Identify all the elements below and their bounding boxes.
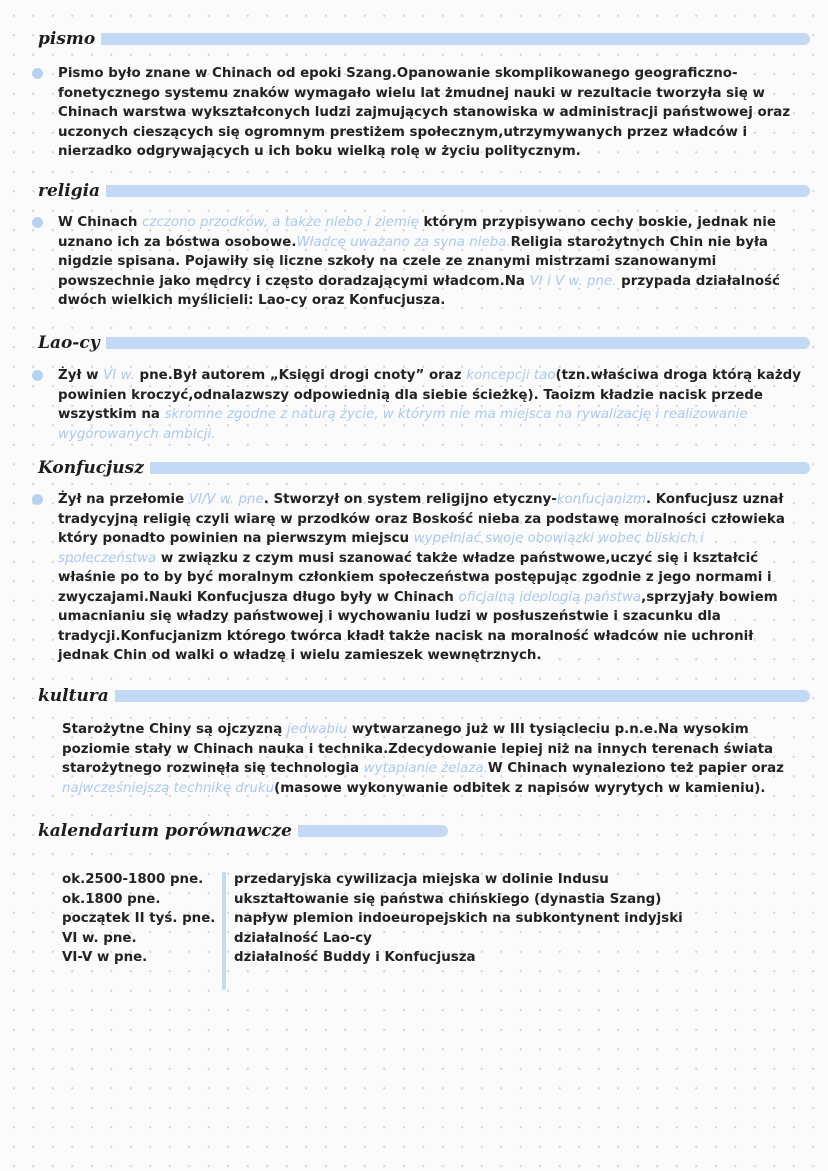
timeline-event: przedaryjska cywilizacja miejska w dolinie Indusu: [234, 872, 609, 887]
text-segment: . Konfucjusz uznał tradycyjną religię czyli wiarę w przodków oraz Boskość nieba za podstawę moralności człowieka który ponadto powinien na pierwszym miejscu: [58, 492, 785, 546]
text-segment: Starożytne Chiny są ojczyzną: [62, 722, 287, 737]
paragraph-pismo: [58, 64, 804, 162]
paragraph-text: Pismo było znane w Chinach od epoki Szang.Opanowanie skomplikowanego geograficzno-fonetycznego systemu znaków wymagało wielu lat żmudnej nauki w rezultacie tworzyła się w Chinach warstwa wykształconych ludzi zajmujących stanowiska w administracji państwowej oraz uczonych cieszących się ogromnym prestiżem społecznym,utrzymywanych przez władców i nierzadko odgrywających u ich boku wielką rolę w życiu politycznym.: [58, 66, 791, 159]
text-segment: Żył w: [58, 368, 104, 383]
highlighted-text: najwcześniejszą technikę druku: [62, 780, 275, 796]
highlighted-text: wypełniać swoje obowiązki wobec bliskich i społeczeństwa: [58, 531, 704, 566]
text-segment: przypada działalność dwóch wielkich myślicieli: Lao-cy oraz Konfucjusza.: [58, 273, 780, 308]
text-segment: w związku z czym musi szanować także władze państwowe,uczyć się i kształcić właśnie po to by być moralnym członkiem społeczeństwa postępując zgodnie z jego normami i zwyczajami.Nauki Konfucjusza długo były w Chinach: [58, 550, 772, 605]
highlighted-text: skromne zgodne z naturą życie, w którym nie ma miejsca na rywalizację i realizowanie wygórowanych ambicji.: [58, 407, 748, 442]
heading-title: Lao-cy: [38, 333, 106, 353]
text-segment: (tzn.właściwa droga którą każdy powinien kroczyć,odnalazwszy odpowiednią dla siebie ścieżkę). Taoizm kładzie nacisk przede wszystkim na: [58, 368, 801, 422]
highlight-bar: [91, 33, 810, 45]
highlighted-text: koncepcji tao: [466, 368, 556, 383]
highlighted-text: Władcę uważano za syna nieba.: [296, 234, 511, 250]
text-segment: którym przypisywano cechy boskie, jednak nie uznano ich za bóstwa osobowe.: [58, 215, 776, 250]
timeline-date: ok.2500-1800 pne.: [62, 872, 204, 887]
bullet-dot: [32, 370, 43, 381]
timeline: [62, 870, 762, 990]
heading-pismo: [38, 26, 810, 52]
text-segment: W Chinach: [58, 215, 143, 230]
bullet-dot: [32, 68, 43, 79]
highlighted-text: VI w.: [103, 368, 135, 383]
heading-kultura: [38, 683, 810, 709]
timeline-events: [234, 870, 754, 968]
timeline-dates: [62, 870, 222, 968]
paragraph-laocy: [58, 366, 804, 444]
heading-kalendarium: [38, 818, 448, 844]
paragraph-religia: [58, 213, 804, 311]
heading-title: pismo: [38, 29, 101, 49]
heading-title: kultura: [38, 686, 115, 706]
timeline-event: działalność Buddy i Konfucjusza: [234, 950, 476, 965]
bullet-dot: [32, 494, 43, 505]
text-segment: wytwarzanego już w III tysiącleciu p.n.e.Na wysokim poziomie stały w Chinach nauka i technika.Zdecydowanie lepiej niż na innych terenach świata starożytnego rozwinęła się technologia: [62, 722, 774, 776]
highlight-bar: [105, 690, 810, 702]
timeline-date: ok.1800 pne.: [62, 891, 161, 907]
text-segment: ,sprzyjały bowiem umacnianiu się władzy państwowej i wychowaniu ludzi w posłuszeństwie i szacunku dla tradycji.Konfucjanizm którego twórca kładł także nacisk na moralność władców nie uchronił jednak Chin od walki o władzę i wielu zamieszek wewnętrznych.: [58, 589, 778, 663]
heading-title: kalendarium porównawcze: [38, 821, 298, 841]
heading-title: religia: [38, 181, 106, 201]
bullet-dot: [32, 217, 43, 228]
heading-laocy: [38, 330, 810, 356]
timeline-divider: [222, 872, 226, 990]
highlighted-text: VI/V w. pne: [188, 492, 264, 507]
highlighted-text: jedwabiu: [286, 722, 348, 737]
timeline-event: napływ plemion indoeuropejskich na subkontynent indyjski: [234, 911, 683, 926]
heading-konfucjusz: [38, 455, 810, 481]
highlight-bar: [96, 185, 810, 197]
heading-title: Konfucjusz: [38, 458, 150, 478]
highlighted-text: czczono przodków, a także niebo i ziemię: [142, 215, 419, 230]
timeline-event: działalność Lao-cy: [234, 930, 372, 946]
text-segment: pne.Był autorem „Księgi drogi cnoty” oraz: [134, 368, 467, 383]
highlighted-text: oficjalną ideologią państwa: [458, 589, 642, 605]
paragraph-konfucjusz: [58, 490, 804, 666]
timeline-event: ukształtowanie się państwa chińskiego (dynastia Szang): [234, 891, 662, 907]
highlighted-text: konfucjanizm: [556, 492, 646, 507]
text-segment: W Chinach wynaleziono też papier oraz: [487, 761, 784, 776]
text-segment: Religia starożytnych Chin nie była nigdzie spisana. Pojawiły się liczne szkoły na czele ze znanymi mistrzami szanowanymi powszechnie jako mędrcy i często doradzającymi władcom.Na: [58, 234, 768, 289]
timeline-date: VI-V w pne.: [62, 950, 148, 965]
text-segment: (masowe wykonywanie odbitek z napisów wyrytych w kamieniu).: [274, 780, 766, 796]
text-segment: Żył na przełomie: [58, 492, 189, 507]
highlight-bar: [96, 337, 810, 349]
highlight-bar: [140, 462, 810, 474]
highlighted-text: wytapianie żelaza.: [363, 761, 488, 776]
text-segment: . Stworzył on system religijno etyczny-: [263, 492, 557, 507]
highlight-bar: [288, 825, 448, 837]
highlighted-text: VI i V w. pne.: [529, 273, 617, 289]
timeline-date: początek II tyś. pne.: [62, 911, 216, 926]
timeline-date: VI w. pne.: [62, 930, 137, 946]
heading-religia: [38, 178, 810, 204]
paragraph-kultura: [62, 720, 804, 798]
